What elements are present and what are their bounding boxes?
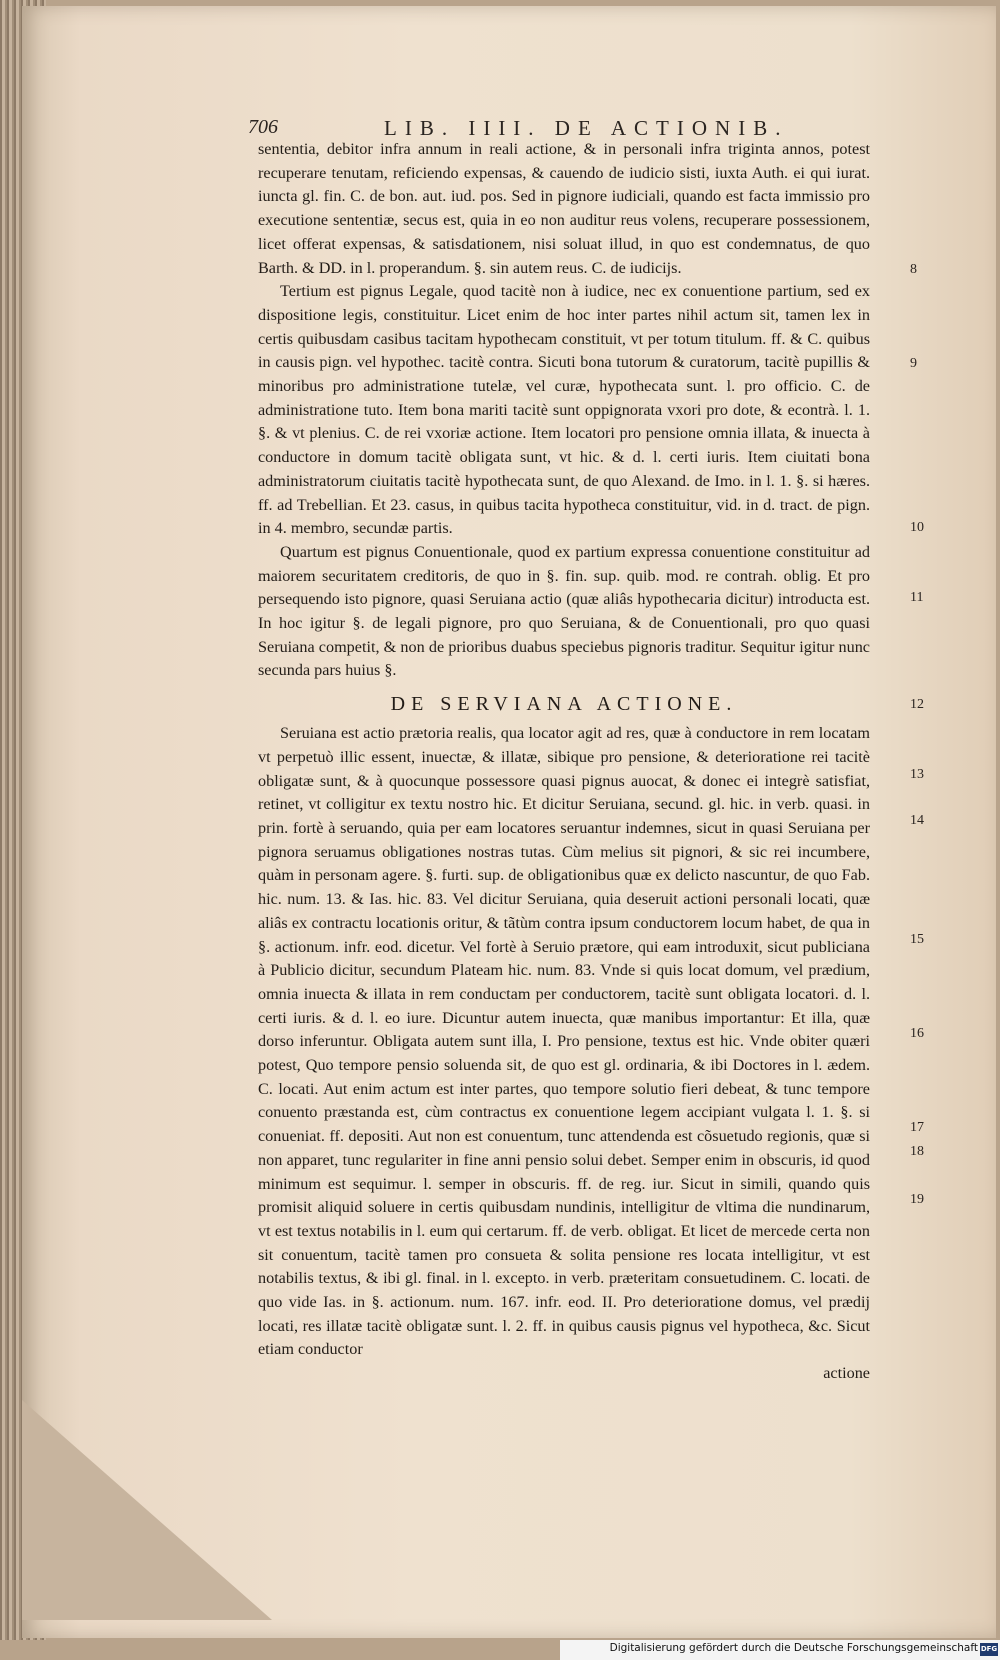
page-corner-fold <box>22 1400 272 1620</box>
funding-credit: Digitalisierung gefördert durch die Deutsche Forschungsgemeinschaft <box>609 1642 978 1654</box>
marginal-number: 10 <box>910 520 924 535</box>
marginal-number: 19 <box>910 1192 924 1207</box>
marginal-number: 14 <box>910 813 924 828</box>
marginal-number: 16 <box>910 1026 924 1041</box>
marginal-number: 12 <box>910 697 924 712</box>
marginal-number: 18 <box>910 1144 924 1159</box>
marginal-number: 8 <box>910 262 917 277</box>
section-heading: DE SERVIANA ACTIONE. <box>390 693 738 716</box>
paragraph-seruiana: Seruiana est actio prætoria realis, qua locator agit ad res, quæ à conductore in rem locatam vt perpetuò illic essent, inuectæ, & illatæ, sibique pro pensione, & deterioratione rei tacitè obligatæ sunt, & à quocunque possessore quasi pignus auocat, & donec ei integrè satisfiat, retinet, vt colligitur ex textu nostro hic. Et dicitur Seruiana, secund. gl. hic. in verb. quasi. in prin. fortè à seruando, quia per eam locatores seruantur indemnes, sicut in quasi Seruiana per pignora seruamus obligationes nostras tutas. Cùm melius sit pignori, & sic rei incumbere, quàm in personam agere. §. furti. sup. de obligationibus quæ ex delicto nascuntur, de quo Fab. hic. num. 13. & Ias. hic. 83. Vel dicitur Seruiana, quia deseruit actioni personali locati, quæ aliâs ex contractu locationis oritur, & tãtùm contra ipsum conductorem locum habet, de qua in §. actionum. infr. eod. dicetur. Vel fortè à Seruio prætore, qui eam introduxit, sicut publiciana à Publicio dicitur, secundum Plateam hic. num. 83. Vnde si quis locat domum, vel prædium, omnia inuecta & illata in rem conductam per conductorem, tacitè sunt obligata locatori. d. l. certi iuris. & d. l. eo iure. Dicuntur autem inuecta, quæ manibus importantur: Et illa, quæ dorso inferuntur. Obligata autem sunt illa, I. Pro pensione, textus est hic. Vnde obiter quæri potest, Quo tempore pensio soluenda sit, de quo est gl. ordinaria, & ibi Doctores in l. ædem. C. locati. Aut enim actum est inter partes, quo tempore solutio fieri debeat, & tunc tempore conuento præstanda est, cùm contractus ex conuentione legem accipiant vulgata l. 1. §. si conueniat. ff. depositi. Aut non est conuentum, tunc attendenda est cõsuetudo regionis, quæ si non apparet, tunc regulariter in fine anni pensio solui debet. Semper enim in obscuris, id quod minimum est sequimur. l. semper in obscuris. ff. de reg. iur. Sicut in simili, quando quis promisit aliquid soluere in certis quibusdam nundinis, intelligitur de vltima die nundinarum, vt est textus notabilis in l. eum qui certarum. ff. de verb. obligat. Et licet de mercede certa non sit conuentum, tacitè tamen pro consueta & solita pensione res locata intelligitur, vt est notabilis textus, & ibi gl. final. in l. excepto. in verb. præteritam consuetudinem. C. locati. de quo vide Ias. in §. actionum. num. 167. infr. eod. II. Pro deterioratione domus, vel prædij locati, res illatæ tacitè obligatæ sunt. l. 2. ff. in quibus causis pignus vel hypotheca, &c. Sicut etiam conductor <box>258 724 870 1359</box>
marginal-number: 11 <box>910 590 924 605</box>
marginal-number: 15 <box>910 932 924 947</box>
marginal-number: 17 <box>910 1120 924 1135</box>
paragraph-continuation: sententia, debitor infra annum in reali actione, & in personali infra triginta annos, potest recuperare tenutam, reficiendo expensas, & cauendo de iudicio sisti, iuxta Auth. ei qui iurat. iuncta gl. fin. C. de bon. aut. iud. pos. Sed in pignore iudiciali, quando est facta immissio pro executione sententiæ, secus est, quia in eo non auditur reus volens, recuperare possessionem, licet offerat expensas, & satisdationem, nisi soluat illud, in quo est condemnatus, de quo Barth. & DD. in l. properandum. §. sin autem reus. C. de iudicijs. <box>258 140 870 277</box>
marginal-number: 9 <box>910 356 917 371</box>
running-title: LIB. IIII. DE ACTIONIB. <box>384 116 789 140</box>
paragraph-pignus-conuentionale: Quartum est pignus Conuentionale, quod ex partium expressa conuentione constituitur ad maiorem securitatem creditoris, de quo in §. fin. sup. quib. mod. re contrah. oblig. Et pro persequendo isto pignore, quasi Seruiana actio (quæ aliâs hypothecaria dicitur) introducta est. In hoc igitur §. de legali pignore, pro quo Seruiana, & de Conuentionali, pro quo quasi Seruiana competit, & non de prioribus duabus speciebus pignoris traditur. Sequitur igitur nunc secunda pars huius §. <box>258 542 870 680</box>
paragraph-pignus-legale: Tertium est pignus Legale, quod tacitè non à iudice, nec ex conuentione partium, sed ex dispositione legis, constituitur. Licet enim de hoc inter partes nihil actum sit, tamen lex in certis quibusdam casibus tacitam hypothecam constituit, vt per totum titulum. ff. & C. quibus in causis pign. vel hypothec. tacitè contra. Sicuti bona tutorum & curatorum, tacitè pupillis & minoribus pro administratione tutelæ, vel curæ, hypothecata sunt. l. pro officio. C. de administratione tuto. Item bona mariti tacitè sunt oppignorata vxori pro dote, & econtrà. l. 1. §. & vt plenius. C. de rei vxoriæ actione. Item locatori pro pensione omnia illata, & inuecta à conductore in domum tacitè obligata sunt, vt hic. & d. l. certi iuris. Item ciuitati bona administratorum ciuitatis tacitè hypothecata sunt, de quo Alexand. de Imo. in l. 1. §. si hæres. ff. ad Trebellian. Et 23. casus, in quibus tacita hypotheca constituitur, vid. in d. tract. de pign. in 4. membro, secundæ partis. <box>258 282 870 538</box>
catchword: actione <box>823 1364 870 1383</box>
dfg-logo-icon: DFG <box>980 1643 998 1656</box>
main-text <box>258 138 870 1386</box>
folio-number: 706 <box>248 116 278 138</box>
footer-bar <box>560 1640 1000 1660</box>
marginal-number: 13 <box>910 767 924 782</box>
